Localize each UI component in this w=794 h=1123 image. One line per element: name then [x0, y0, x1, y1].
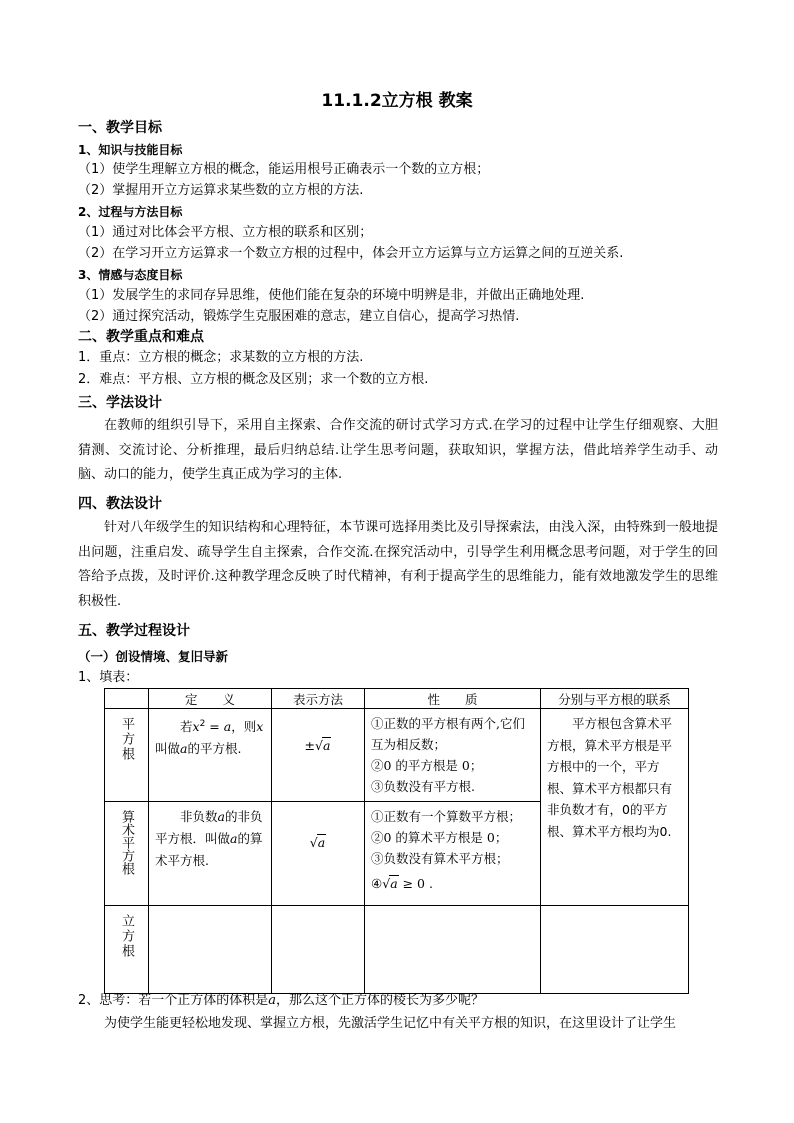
table-row [105, 709, 689, 802]
think-question: 2、思考：若一个正方体的体积是a，那么这个正方体的棱长为多少呢？ [78, 993, 485, 1008]
teaching-paragraph: 针对八年级学生的知识结构和心理特征，本节课可选择用类比及引导探索法，由浅入深，由特殊到一般地提出问题，注重启发、疏导学生自主探索，合作交流.在探究活动中，引导学生利用概念思考问题，对于学生的回答给予点拨，及时评价.这种教学理念反映了时代精神，有利于提高学生的思维能力，能有效地激发学生的思维积极性. [78, 520, 718, 609]
objective-item: （2）在学习开立方运算求一个数立方根的过程中，体会开立方运算与立方运算之间的互逆关系. [78, 246, 624, 261]
section-heading-learning: 三、学法设计 [78, 395, 162, 411]
table-header-row [105, 689, 689, 709]
properties-list: ①正数有一个算数平方根； ②0 的算术平方根是 0； ③负数没有算术平方根； ④√a ≥ 0 . [371, 809, 522, 891]
notation-pm-sqrt: ±√a [304, 738, 331, 753]
objective-item: （2）通过探究活动，锻炼学生克服困难的意志，建立自信心，提高学习热情. [78, 309, 520, 324]
empty-cell [365, 906, 541, 994]
relation-text: 平方根包含算术平方根，算术平方根是平方根中的一个，平方根、算术平方根都只有非负数才有，0的平方根、算术平方根均为0. [547, 716, 673, 839]
section-heading-objectives: 一、教学目标 [78, 120, 162, 136]
objective-item: （2）掌握用开立方运算求某些数的立方根的方法. [78, 183, 364, 198]
empty-cell [149, 906, 272, 994]
objective-item: （1）使学生理解立方根的概念，能运用根号正确表示一个数的立方根； [78, 162, 490, 177]
empty-cell [541, 906, 689, 994]
notation-cell [272, 802, 365, 906]
header-relation: 分别与平方根的联系 [541, 689, 689, 709]
subheading-situation: （一）创设情境、复旧导新 [78, 649, 229, 664]
definition-cell [149, 709, 272, 802]
definition-text: 非负数a的非负平方根．叫做a的算术平方根. [155, 809, 263, 868]
properties-list: ①正数的平方根有两个,它们互为相反数； ②0 的平方根是 0； ③负数没有平方根. [371, 716, 525, 794]
header-notation: 表示方法 [272, 689, 365, 709]
header-properties: 性 质 [365, 689, 541, 709]
subheading-knowledge: 1、知识与技能目标 [78, 143, 183, 157]
header-definition: 定 义 [149, 689, 272, 709]
fill-table-label: 1、填表： [78, 670, 139, 685]
subheading-emotion: 3、情感与态度目标 [78, 268, 183, 282]
comparison-table [104, 688, 689, 994]
section-heading-focus: 二、教学重点和难点 [78, 329, 204, 345]
relation-cell [541, 709, 689, 906]
objective-item: （1）发展学生的求同存异思维，使他们能在复杂的环境中明辨是非，并做出正确地处理. [78, 288, 585, 303]
notation-cell [272, 709, 365, 802]
row-label-cell [105, 802, 149, 906]
learning-paragraph: 在教师的组织引导下，采用自主探索、合作交流的研讨式学习方式.在学习的过程中让学生仔细观察、大胆猜测、交流讨论、分析推理，最后归纳总结.让学生思考问题，获取知识，掌握方法，借此培养学生动手、动脑、动口的能力，使学生真正成为学习的主体. [78, 418, 718, 482]
objective-item: （1）通过对比体会平方根、立方根的联系和区别； [78, 225, 373, 240]
table-row [105, 906, 689, 994]
page-title: 11.1.2立方根 教案 [321, 91, 473, 111]
row-label-cell [105, 906, 149, 994]
subheading-process: 2、过程与方法目标 [78, 205, 183, 219]
definition-cell [149, 802, 272, 906]
properties-cell [365, 709, 541, 802]
section-heading-process: 五、教学过程设计 [78, 623, 190, 639]
focus-item: 2．难点：平方根、立方根的概念及区别；求一个数的立方根. [78, 372, 429, 387]
empty-cell [272, 906, 365, 994]
notation-sqrt: √a [309, 835, 326, 850]
row-label-cell [105, 709, 149, 802]
row-label-square-root: 平方根 [119, 717, 134, 762]
table-corner [105, 689, 149, 709]
section-heading-teaching: 四、教法设计 [78, 496, 162, 512]
final-paragraph: 为使学生能更轻松地发现、掌握立方根，先激活学生记忆中有关平方根的知识，在这里设计了让学生 [104, 1016, 677, 1031]
row-label-arith-root: 算术平方根 [119, 810, 134, 875]
row-label-cube-root: 立方根 [119, 914, 134, 959]
focus-item: 1．重点：立方根的概念；求某数的立方根的方法. [78, 350, 364, 365]
definition-text: 若$x^2 = a$，则x叫做a的平方根. [155, 719, 264, 757]
properties-cell [365, 802, 541, 906]
